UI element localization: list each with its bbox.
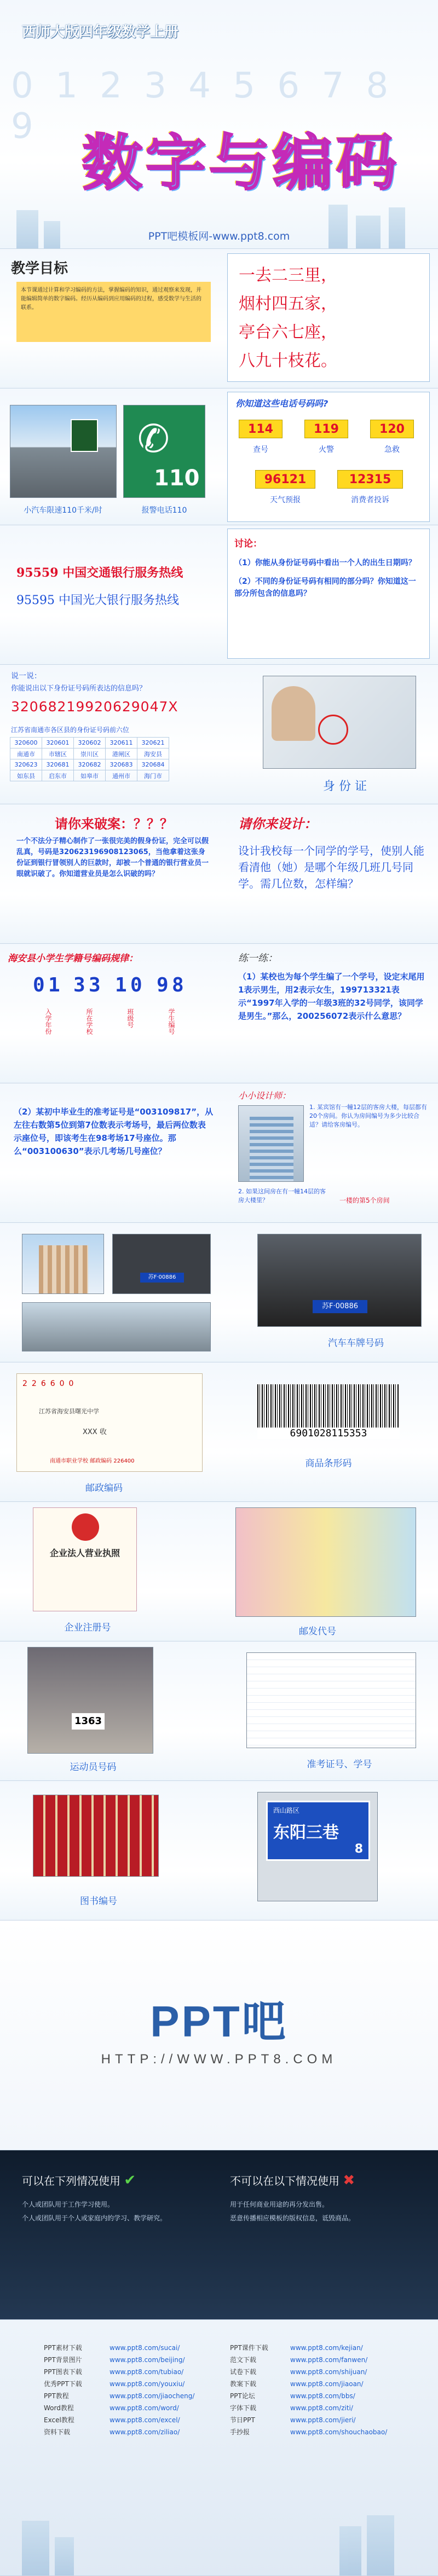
phone-photo: [123, 405, 205, 498]
table-title: 江苏省南通市各区县的身份证号码前六位: [11, 726, 130, 734]
slide-title: [0, 0, 438, 249]
ok-item: 个人或团队用于个人或家庭内的学习、教学研究。: [22, 2214, 167, 2222]
exam-number-caption: 准考证号、学号: [307, 1759, 372, 1770]
design-title: 请你来设计：: [238, 816, 317, 832]
car-photo: [257, 1234, 422, 1327]
emblem-icon: [72, 1513, 99, 1541]
check-icon: ✔: [124, 2172, 136, 2189]
no-item: 用于任何商业用途的再分发出售。: [230, 2201, 329, 2208]
phone-icon: ✆: [137, 416, 170, 461]
ok-title: 可以在下列情况使用 ✔: [22, 2172, 136, 2189]
code-digit: 0: [130, 974, 142, 996]
number-119: 119: [304, 420, 348, 438]
sign-caption: 小汽车限速110千米/时: [24, 506, 102, 515]
id-number: 320682199206290​47X: [11, 699, 178, 715]
barcode: [257, 1384, 400, 1439]
practice-title: 练一练：: [238, 953, 278, 964]
slide-objectives: [0, 249, 438, 388]
link-labels-left: PPT素材下载 PPT背景图片 PPT图表下载 优秀PPT下载 PPT教程 Word教程 Excel教程 资料下载: [44, 2344, 82, 2436]
label-year: 入学年份: [44, 1008, 52, 1035]
slide-athlete: [0, 1641, 438, 1781]
slide-exam-hotel: [0, 1083, 438, 1223]
link-labels-right: PPT课件下载 范文下载 试卷下载 教案下载 PPT论坛 字体下载 节日PPT 手抄报: [230, 2344, 268, 2436]
numbers-box: [227, 392, 430, 522]
logo: PPT吧: [150, 1997, 288, 2046]
code-digit: 1: [48, 974, 60, 996]
magazine-covers: [235, 1507, 416, 1617]
exam-text: （2）某初中毕业生的准考证号是“003109817”，从左往右数第5位到第7位数表示考场号，最后两位数表示座位号，即该考生在98考场17号座位。那么“003100630”表示几考场几号座位？: [14, 1107, 214, 1156]
hotline-2: 95595 中国光大银行服务热线: [16, 594, 179, 607]
id-prompt: 你能说出以下身份证号码所表达的信息吗？: [11, 684, 147, 693]
label-120: 急救: [384, 445, 400, 454]
sign-number: 8: [354, 1842, 363, 1856]
phone-caption: 报警电话110: [141, 506, 187, 515]
cross-icon: ✖: [343, 2172, 355, 2189]
building-photo: [22, 1234, 104, 1294]
mail-code-caption: 邮发代号: [299, 1626, 336, 1637]
practice-text: （1）某校也为每个学生编了一个学号，设定末尾用1表示男生，用2表示女生，199713321表示“1997年入学的一年级3班的32号同学，该同学是男生。”那么，200256072表示什么意思？: [238, 972, 425, 1021]
code-digit: 8: [172, 974, 184, 996]
link-urls-left[interactable]: www.ppt8.com/sucai/ www.ppt8.com/beijing/ www.ppt8.com/tubiao/ www.ppt8.com/youxiu/ www.ppt8.com/jiaocheng/ www.ppt8.com/word/ www.ppt8.com/excel/ www.ppt8.com/ziliao/: [110, 2344, 195, 2436]
no-item: 恶意传播相应模板的版权信息，诋毁商品。: [230, 2214, 355, 2222]
background-digits: 0 1 2 3 4 5 6 7 8 9: [11, 66, 394, 147]
poem-line: 亭台六七座，: [239, 323, 337, 342]
slide-postcode-barcode: [0, 1362, 438, 1502]
plate-right: 苏F·00886: [313, 1300, 367, 1313]
spreadsheet-screenshot: [246, 1652, 416, 1748]
main-title: 数字与编码: [82, 127, 400, 198]
label-school: 所在学校: [85, 1008, 93, 1035]
athlete-caption: 运动员号码: [70, 1762, 117, 1773]
books-caption: 图书编号: [80, 1896, 117, 1907]
objectives-text: 本节课通过计算和学习编码的方法，掌握编码的知识，通过观察来发现，并能编辑简单的数字编码。经历从编码到应用编码的过程，感受数学与生活的联系。: [16, 282, 211, 342]
street-sign: [257, 1792, 378, 1901]
athlete-bib: 1363: [72, 1713, 105, 1730]
envelope: [16, 1373, 203, 1472]
code-rule-title: 海安县小学生学籍号编码规律：: [8, 953, 138, 964]
code-digit: 1: [115, 974, 127, 996]
poem-line: 八九十枝花。: [239, 351, 337, 370]
slide-license: [0, 1502, 438, 1641]
no-title: 不可以在以下情况使用 ✖: [230, 2172, 355, 2189]
subtitle: 西师大版四年级数学上册: [22, 24, 179, 40]
case-text: 一个不法分子精心制作了一张很完美的假身份证，完全可以假乱真，号码是320623196908123065，当他拿着这张身份证到银行冒领别人的巨款时，却被一个普通的银行营业员一眼就识破了。你知道营业员是怎么识破的吗？: [16, 837, 209, 878]
envelope-address: 江苏省海安县曙光中学: [39, 1408, 99, 1415]
highway-photo: [10, 405, 117, 498]
label-96121: 天气预报: [270, 496, 301, 504]
sign-plate: [266, 1801, 370, 1861]
designer-text-2: 2. 如果这间房在有一幢14层的客房大楼里？: [238, 1188, 326, 1204]
code-digit: 9: [157, 974, 169, 996]
code-digit: 0: [33, 974, 45, 996]
sign-district: 西山路区: [273, 1807, 300, 1814]
envelope-name: XXX 收: [83, 1428, 107, 1436]
slide-phone-numbers: [0, 388, 438, 525]
slide-usage: [0, 2150, 438, 2320]
postcode-caption: 邮政编码: [85, 1483, 123, 1494]
label-119: 火警: [319, 445, 334, 454]
building-icon: [250, 1117, 293, 1182]
barcode-number: 6901028115353: [257, 1428, 400, 1439]
envelope-return: 南通市职业学校 邮政编码 226400: [50, 1458, 135, 1464]
code-digit: 3: [89, 974, 101, 996]
number-12315: 12315: [337, 470, 403, 489]
phone-number: 110: [154, 466, 200, 491]
slide-hotlines: [0, 525, 438, 665]
number-96121: 96121: [255, 470, 315, 489]
speed-sign: [71, 419, 98, 452]
id-card-photo: [263, 676, 416, 769]
logo-url: HTTP://WWW.PPT8.COM: [101, 2052, 337, 2067]
objectives-heading: 教学目标: [11, 260, 68, 277]
numbers-question: 你知道这些电话号码吗?: [235, 398, 328, 409]
designer-caption: 一楼的第5个房间: [339, 1197, 390, 1204]
poem-line: 烟村四五家，: [239, 294, 337, 314]
designer-title: 小小设计师：: [238, 1090, 291, 1101]
designer-text-1: 1. 某宾馆有一幢12层的客房大楼，每层都有20个房间。你认为房间编号为多少比较合适？请给客房编号。: [309, 1104, 427, 1128]
poem-line: 一去二三里，: [239, 266, 337, 285]
code-digits: [33, 974, 197, 1001]
plate-caption: 汽车车牌号码: [328, 1338, 384, 1349]
number-114: 114: [239, 420, 283, 438]
region-code-table: 320600 320601 320602 320611 320621 南通市 市辖区 崇川区 港闸区 海安县 320623 320681 320682 320683 320684 如东县 启东市 如皋市 通州市 海门市: [10, 737, 169, 781]
city-skyline: [0, 2510, 438, 2575]
label-12315: 消费者投诉: [351, 496, 389, 504]
id-caption: 身 份 证: [323, 780, 367, 793]
slide-books: [0, 1781, 438, 1921]
slide-case-design: [0, 804, 438, 944]
number-120: 120: [370, 420, 414, 438]
discuss-label: 讨论：: [234, 538, 262, 549]
label-class: 班级号: [126, 1008, 134, 1028]
books-photo: [33, 1795, 159, 1877]
building-icon: [39, 1245, 88, 1294]
case-title: 请你来破案：？？？: [55, 816, 173, 832]
link-urls-right[interactable]: www.ppt8.com/kejian/ www.ppt8.com/fanwen/ www.ppt8.com/shijuan/ www.ppt8.com/jiaoan/ www.ppt8.com/bbs/ www.ppt8.com/ziti/ www.ppt8.com/jieri/ www.ppt8.com/shouchaobao/: [290, 2344, 388, 2436]
license-caption: 企业注册号: [64, 1622, 111, 1633]
portrait: [272, 686, 315, 741]
slide-plates: [0, 1223, 438, 1362]
label-114: 查号: [253, 445, 268, 454]
traffic-photo: [22, 1302, 211, 1351]
discuss-box: [227, 529, 430, 659]
site-caption: PPT吧模板网-www.ppt8.com: [148, 230, 290, 242]
code-digit: 3: [73, 974, 85, 996]
intro-label: 说一说：: [11, 672, 42, 681]
slide-student-code: [0, 944, 438, 1083]
slide-links: [0, 2320, 438, 2576]
business-license: [33, 1507, 137, 1611]
discuss-q1: （1）你能从身份证号码中看出一个人的出生日期吗？: [234, 559, 416, 567]
postcode: 226600: [22, 1379, 78, 1388]
sign-street: 东阳三巷: [273, 1823, 339, 1842]
label-student: 学生编号: [168, 1008, 175, 1035]
discuss-q2: （2）不同的身份证号码有相同的部分吗？你知道这一部分所包含的信息吗？: [234, 577, 416, 598]
stamp-icon: [318, 715, 348, 745]
design-text: 设计我校每一个同学的学号，使别人能看清他（她）是哪个年级几班几号同学。需几位数，怎样编？: [238, 844, 424, 890]
license-title: 企业法人营业执照: [49, 1548, 120, 1558]
slide-logo: [0, 1921, 438, 2150]
poem-box: [227, 253, 430, 382]
rear-car-photo: [112, 1234, 211, 1294]
slide-id-card: [0, 665, 438, 804]
plate-left: 苏F·00886: [140, 1273, 184, 1283]
ok-item: 个人或团队用于工作学习使用。: [22, 2201, 114, 2208]
hotel-photo: [238, 1105, 304, 1182]
athlete-photo: [27, 1647, 153, 1754]
barcode-caption: 商品条形码: [305, 1458, 352, 1469]
hotline-1: 95559 中国交通银行服务热线: [16, 566, 183, 580]
